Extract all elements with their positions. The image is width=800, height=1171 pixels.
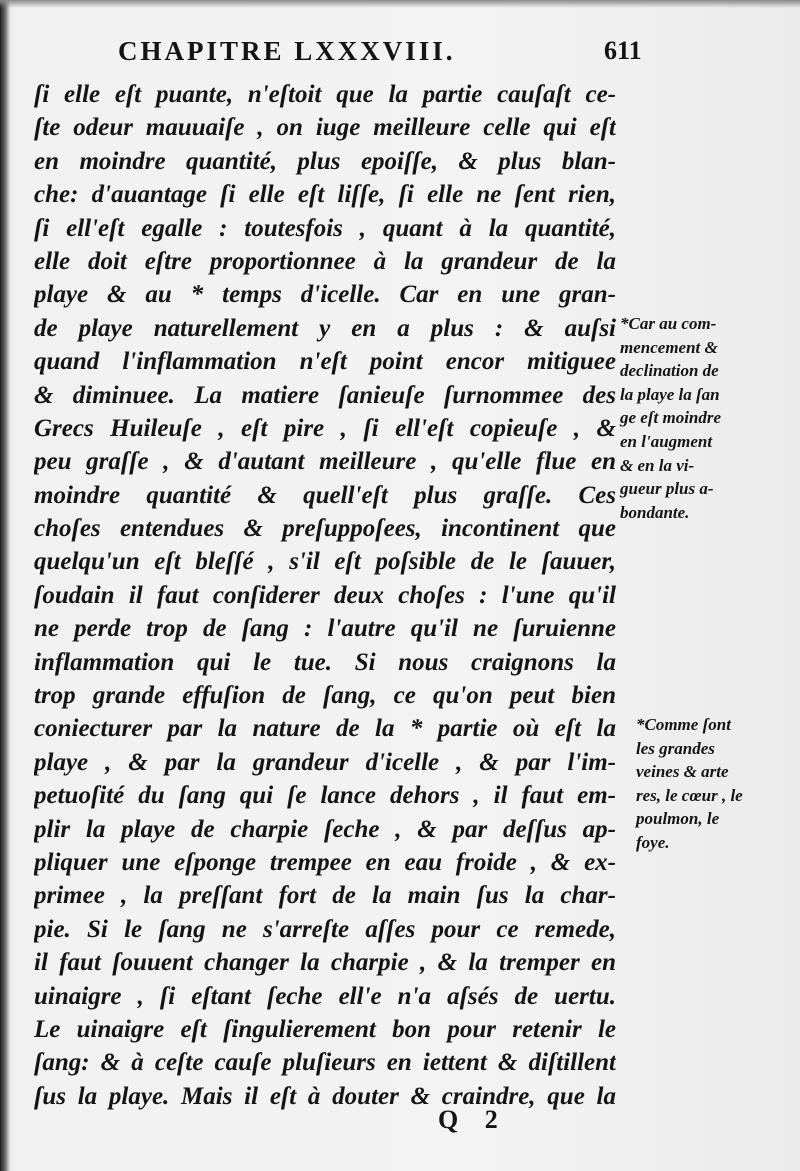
text-line: peu graſſe , & d'autant meilleure , qu'elle flue en [34,448,616,476]
page-header [118,36,678,72]
text-line: ſang: & à ceſte cauſe pluſieurs en iettent & diſtillent [34,1049,616,1077]
running-head: CHAPITRE LXXXVIII. [118,36,456,66]
margin-note-line: *Car au com- [620,314,717,333]
text-line: primee , la preſſant fort de la main ſus la char- [34,882,616,910]
margin-note-line: & en la vi- [620,455,695,475]
text-line: quand l'inflammation n'eſt point encor mitiguee [34,348,616,376]
text-line: quelqu'un eſt bleſſé , s'il eſt poſsible de le ſauuer, [34,548,616,576]
text-line: playe , & par la grandeur d'icelle , & par l'im- [34,748,616,776]
signature-mark: Q 2 [438,1105,508,1134]
margin-note-2 [636,713,776,855]
text-line: moindre quantité & quell'eſt plus graſſe. Ces [34,481,616,509]
text-line: en moindre quantité, plus epoiſſe, & plus blan- [34,147,616,175]
text-line: ſi ell'eſt egalle : toutesfois , quant à la quantité, [34,214,616,242]
text-line: playe & au * temps d'icelle. Car en une gran- [34,281,616,309]
text-line: elle doit eſtre proportionnee à la grandeur de la [34,247,616,275]
text-line: plir la playe de charpie ſeche , & par deſſus ap- [34,815,616,843]
main-text-block [34,78,616,1113]
margin-note-line: poulmon, le [636,809,720,829]
gutter-shadow [0,0,10,1171]
text-line: choſes entendues & preſuppoſees, incontinent que [34,515,616,543]
margin-note-line: les grandes [636,738,715,758]
text-line: petuoſité du ſang qui ſe lance dehors , il faut em- [34,782,616,810]
text-line: ſte odeur mauuaiſe , on iuge meilleure celle qui eſt [34,114,616,142]
text-line: pie. Si le ſang ne s'arreſte aſſes pour ce remede, [34,915,616,943]
text-line: uinaigre , ſi eſtant ſeche ell'e n'a aſsés de uertu. [34,982,616,1010]
text-line: coniecturer par la nature de la * partie où eſt la [34,715,616,743]
margin-note-line: gueur plus a- [620,479,714,499]
text-line: il faut ſouuent changer la charpie , & la tremper en [34,949,616,977]
text-line: Grecs Huileuſe , eſt pire , ſi ell'eſt copieuſe , & [34,414,616,442]
text-line: ne perde trop de ſang : l'autre qu'il ne ſuruienne [34,615,616,643]
page-number: 611 [604,36,642,65]
text-line: ſoudain il faut conſiderer deux choſes : l'une qu'il [34,581,616,609]
margin-note-line: la playe la ſan [620,384,720,404]
margin-note-line: *Comme ſont [636,715,731,734]
margin-note-line: bondante. [620,502,690,522]
text-line: pliquer une eſponge trempee en eau froide , & ex- [34,848,616,876]
text-line: trop grande effuſion de ſang, ce qu'on peut bien [34,682,616,710]
text-line: ſus la playe. Mais il eſt à douter & craindre, que la [34,1082,616,1110]
text-line: che: d'auantage ſi elle eſt liſſe, ſi elle ne ſent rien, [34,181,616,209]
margin-note-line: declination de [620,361,719,381]
text-line: ſi elle eſt puante, n'eſtoit que la partie cauſaſt ce- [34,81,616,108]
margin-note-line: mencement & [620,337,718,357]
text-line: inflammation qui le tue. Si nous craignons la [34,648,616,676]
margin-note-line: res, le cœur , le [636,785,743,805]
margin-note-line: foye. [636,832,670,852]
margin-note-line: ge eſt moindre [620,408,722,428]
text-line: Le uinaigre eſt ſingulierement bon pour retenir le [34,1015,616,1043]
margin-note-line: en l'augment [620,431,713,451]
margin-note-1 [620,312,770,524]
top-edge-shadow [0,0,800,8]
text-line: & diminuee. La matiere ſanieuſe ſurnommee des [34,381,616,409]
margin-note-line: veines & arte [636,762,729,782]
text-line: de playe naturellement y en a plus : & auſsi [34,314,616,342]
